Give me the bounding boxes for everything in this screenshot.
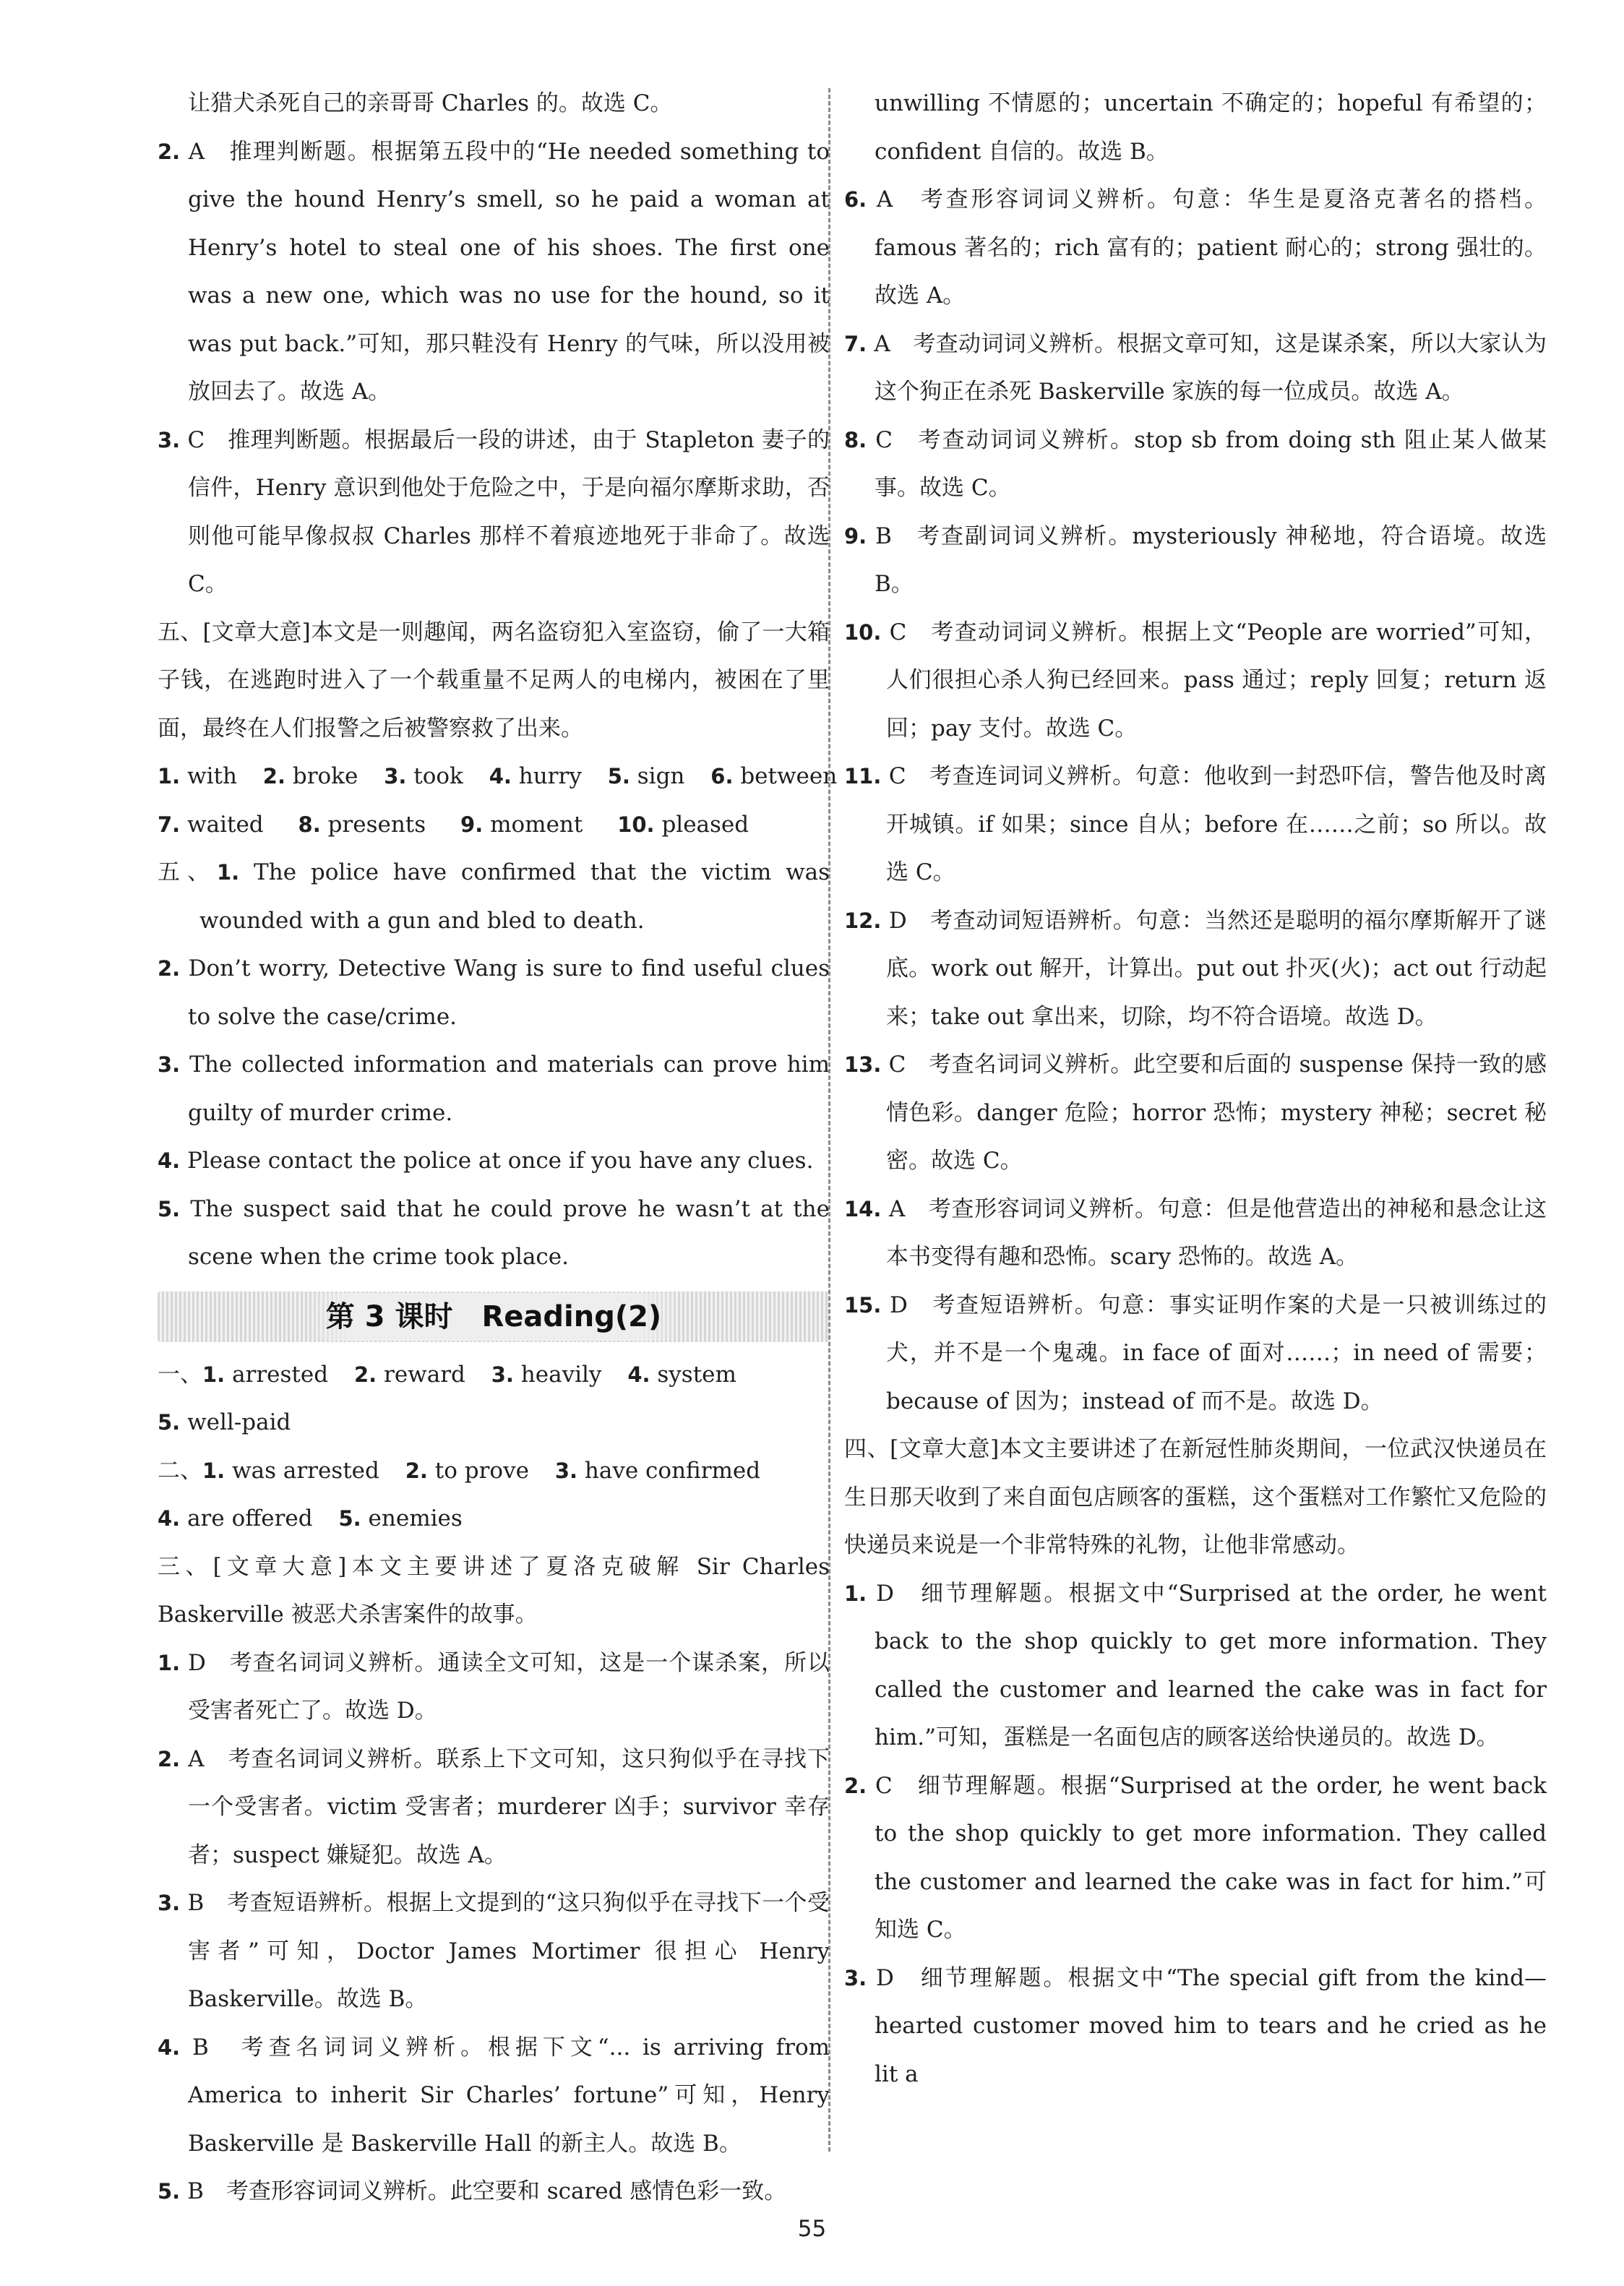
item-number: 4. <box>158 1148 181 1173</box>
item-number: 4. <box>158 2034 181 2060</box>
item-text: B 考查形容词词义辨析。此空要和 scared 感情色彩一致。 <box>187 2178 787 2204</box>
answer-item-4 <box>158 2024 830 2168</box>
item-number: 1. <box>202 1362 225 1387</box>
answer-word: system <box>657 1361 736 1388</box>
item-number: 7. <box>158 812 181 837</box>
answer-item-2 <box>158 128 830 416</box>
item-number: 9. <box>844 523 867 549</box>
item-number: 3. <box>384 764 407 789</box>
answer-10 <box>617 801 749 849</box>
item-text: Please contact the police at once if you have any clues. <box>187 1148 814 1174</box>
item-text: C 考查动词词义辨析。根据上文“People are worried”可知，人们很担心杀人狗已经回来。pass 通过；reply 回复；return 返回；pay 支付。故选 C。 <box>886 619 1547 742</box>
answer-item-15 <box>844 1281 1547 1426</box>
answer-item-3 <box>158 416 830 609</box>
answer-row <box>158 752 838 801</box>
answer-word: moment <box>490 811 583 838</box>
answer-row <box>158 1495 830 1543</box>
answer-word: with <box>187 763 237 789</box>
answer-word: between <box>740 763 838 789</box>
item-number: 4. <box>158 1506 181 1531</box>
item-number: 5. <box>607 764 630 789</box>
item-text: The police have confirmed that the victim was wounded with a gun and bled to death. <box>199 859 830 934</box>
item-number: 2. <box>158 139 181 164</box>
answer-word: arrested <box>232 1361 329 1388</box>
answer-5 <box>338 1495 462 1543</box>
page-number: 55 <box>797 2216 827 2242</box>
item-number: 1. <box>216 860 240 885</box>
lesson-heading-text: 第 3 课时 Reading(2) <box>306 1293 682 1341</box>
answer-word: broke <box>292 763 358 789</box>
answer-word: to prove <box>434 1457 529 1484</box>
text-line: unwilling 不情愿的；uncertain 不确定的；hopeful 有希望的；confident 自信的。故选 B。 <box>875 90 1547 165</box>
answer-3 <box>384 752 463 801</box>
answer-9 <box>460 801 583 849</box>
item-text: C 考查连词词义辨析。句意：他收到一封恐吓信，警告他及时离开城镇。if 如果；since 自从；before 在……之前；so 所以。故选 C。 <box>886 763 1547 885</box>
translation-1 <box>158 848 830 945</box>
item-number: 14. <box>844 1196 882 1221</box>
answer-5 <box>608 752 685 801</box>
item-text: D 考查短语辨析。句意：事实证明作案的犬是一只被训练过的犬，并不是一个鬼魂。in face of 面对……；in need of 需要；because of 因为；instead of 而不是。故选 D。 <box>886 1292 1547 1414</box>
answer-item-11 <box>844 752 1547 897</box>
answer-2 <box>405 1447 529 1495</box>
answer-row <box>158 1351 830 1399</box>
item-number: 2. <box>262 764 285 789</box>
answer-word: enemies <box>368 1505 463 1531</box>
item-text: The collected information and materials can prove him guilty of murder crime. <box>188 1052 830 1126</box>
item-text: C 推理判断题。根据最后一段的讲述，由于 Stapleton 妻子的信件，Henry 意识到他处于危险之中，于是向福尔摩斯求助，否则他可能早像叔叔 Charles 那样不着痕迹地死于非命了。故选 C。 <box>187 426 830 597</box>
left-column <box>158 80 838 2216</box>
item-text: B 考查短语辨析。根据上文提到的“这只狗似乎在寻找下一个受害者”可知，Doctor James Mortimer 很担心 Henry Baskerville。故选 B。 <box>187 1890 830 2012</box>
item-text: Don’t worry, Detective Wang is sure to find useful clues to solve the case/crime. <box>188 955 830 1030</box>
item-number: 3. <box>158 427 181 452</box>
answer-word: well-paid <box>187 1409 291 1435</box>
section-4-summary: 四、[文章大意]本文主要讲述了在新冠性肺炎期间，一位武汉快递员在生日那天收到了来自面包店顾客的蛋糕，这个蛋糕对工作繁忙又危险的快递员来说是一个非常特殊的礼物，让他非常感动。 <box>844 1436 1547 1558</box>
answer-item-2 <box>158 1735 830 1880</box>
column-divider <box>828 88 830 2152</box>
answer-1 <box>202 1351 328 1399</box>
item-number: 4. <box>489 764 512 789</box>
answer-2 <box>263 752 358 801</box>
section-5-summary: 五、[文章大意]本文是一则趣闻，两名盗窃犯入室盗窃，偷了一大箱子钱，在逃跑时进入了一个载重量不足两人的电梯内，被困在了里面，最终在人们报警之后被警察救了出来。 <box>158 619 830 742</box>
item-text: B 考查副词词义辨析。mysteriously 神秘地，符合语境。故选 B。 <box>875 523 1547 597</box>
answer-word: heavily <box>520 1361 602 1388</box>
answer-item-6 <box>844 176 1547 320</box>
item-text: A 考查形容词词义辨析。句意：但是他营造出的神秘和悬念让这本书变得有趣和恐怖。scary 恐怖的。故选 A。 <box>886 1195 1547 1270</box>
item-number: 3. <box>158 1052 181 1077</box>
item-number: 11. <box>844 764 882 789</box>
item-number: 8. <box>844 427 867 452</box>
answer-item-1 <box>158 1639 830 1735</box>
item-text: A 考查名词词义辨析。联系上下文可知，这只狗似乎在寻找下一个受害者。victim 受害者；murderer 凶手；survivor 幸存者；suspect 嫌疑犯。故选 A。 <box>188 1745 830 1868</box>
answer-item-14 <box>844 1185 1547 1281</box>
item-number: 4. <box>627 1362 650 1387</box>
answer-1 <box>202 1447 379 1495</box>
answer-item-1 <box>844 1570 1547 1762</box>
answer-word: are offered <box>187 1505 313 1531</box>
answer-item-2 <box>844 1762 1547 1954</box>
item-number: 8. <box>298 812 321 837</box>
answer-3 <box>555 1447 760 1495</box>
item-number: 1. <box>844 1581 867 1606</box>
answer-word: was arrested <box>232 1457 379 1484</box>
section-3-summary: 三、[文章大意]本文主要讲述了夏洛克破解 Sir Charles Baskerville 被恶犬杀害案件的故事。 <box>158 1553 830 1628</box>
answer-item-3 <box>844 1954 1547 2099</box>
answer-row <box>158 1398 830 1447</box>
item-number: 3. <box>158 1891 181 1915</box>
item-text: A 推理判断题。根据第五段中的“He needed something to give the hound Henry’s smell, so he paid a woman at Henry’s hotel to steal one of his shoes. The first one was a new one, which was no use for the hound, so it was put back.”可知，那只鞋没有 Henry 的气味，所以没用被放回去了。故选 A。 <box>188 138 830 405</box>
item-number: 1. <box>202 1458 225 1483</box>
answer-row <box>158 1447 830 1495</box>
item-number: 7. <box>844 331 867 356</box>
answer-item-8 <box>844 416 1547 512</box>
answer-word: reward <box>384 1361 465 1388</box>
section-prefix: 二、 <box>158 1457 202 1484</box>
answer-1 <box>158 752 237 801</box>
answer-4 <box>158 1495 313 1543</box>
item-number: 10. <box>617 812 655 837</box>
item-text: C 细节理解题。根据“Surprised at the order, he went back to the shop quickly to get more information. They called the customer and learned the cake was in fact for him.”可知选 C。 <box>875 1772 1547 1943</box>
answer-8 <box>298 801 426 849</box>
answer-item-9 <box>844 512 1547 609</box>
item-number: 2. <box>844 1773 867 1798</box>
answer-2 <box>354 1351 465 1399</box>
answer-4 <box>627 1351 736 1399</box>
item-text: D 考查动词短语辨析。句意：当然还是聪明的福尔摩斯解开了谜底。work out 解开，计算出。put out 扑灭(火)；act out 行动起来；take out 拿出来，切除，均不符合语境。故选 D。 <box>886 907 1547 1030</box>
item-number: 5. <box>158 1196 181 1221</box>
item-number: 5. <box>158 1410 181 1435</box>
answer-word: presents <box>327 811 426 838</box>
translation-2 <box>158 945 830 1041</box>
item-number: 1. <box>158 764 181 789</box>
translation-3 <box>158 1041 830 1137</box>
item-number: 3. <box>554 1458 578 1483</box>
item-number: 3. <box>491 1362 514 1387</box>
answer-word: have confirmed <box>584 1457 761 1484</box>
item-number: 5. <box>338 1506 361 1531</box>
item-text: B 考查名词词义辨析。根据下文“... is arriving from America to inherit Sir Charles’ fortune”可知，Henry Baskerville 是 Baskerville Hall 的新主人。故选 B。 <box>188 2034 830 2157</box>
translation-5 <box>158 1185 830 1281</box>
item-number: 13. <box>844 1052 882 1077</box>
item-number: 9. <box>460 812 484 837</box>
lesson-heading <box>158 1292 830 1342</box>
item-text: C 考查名词词义辨析。此空要和后面的 suspense 保持一致的感情色彩。danger 危险；horror 恐怖；mystery 神秘；secret 秘密。故选 C。 <box>886 1052 1547 1174</box>
answer-item-10 <box>844 609 1547 753</box>
answer-3 <box>491 1351 602 1399</box>
item-number: 10. <box>844 619 882 645</box>
item-text: A 考查形容词词义辨析。句意：华生是夏洛克著名的搭档。famous 著名的；rich 富有的；patient 耐心的；strong 强壮的。故选 A。 <box>875 186 1547 309</box>
text-line: 让猎犬杀死自己的亲哥哥 Charles 的。故选 C。 <box>188 90 673 116</box>
item-number: 15. <box>844 1292 882 1318</box>
item-number: 2. <box>158 1746 181 1771</box>
item-number: 5. <box>158 2179 181 2204</box>
translation-4 <box>158 1137 830 1185</box>
answer-row <box>158 801 830 849</box>
item-text: The suspect said that he could prove he wasn’t at the scene when the crime took place. <box>188 1195 830 1270</box>
answer-4 <box>489 752 582 801</box>
item-text: D 细节理解题。根据文中“Surprised at the order, he went back to the shop quickly to get more information. They called the customer and learned the cake was in fact for him.”可知，蛋糕是一名面包店的顾客送给快递员的。故选 D。 <box>875 1580 1547 1750</box>
section-prefix: 五、 <box>158 859 217 885</box>
answer-item-7 <box>844 320 1547 416</box>
answer-word: sign <box>637 763 685 789</box>
answer-item-12 <box>844 897 1547 1041</box>
answer-item-5 <box>158 2167 830 2216</box>
answer-5 <box>158 1398 291 1447</box>
section-prefix: 一、 <box>158 1361 202 1388</box>
item-text: D 考查名词词义辨析。通读全文可知，这是一个谋杀案，所以受害者死亡了。故选 D。 <box>188 1649 830 1724</box>
item-number: 6. <box>844 187 867 212</box>
item-number: 1. <box>158 1650 181 1675</box>
item-number: 2. <box>405 1458 428 1483</box>
answer-item-13 <box>844 1041 1547 1185</box>
right-column <box>844 80 1547 2098</box>
item-number: 12. <box>844 908 882 933</box>
item-number: 3. <box>844 1965 867 1990</box>
answer-word: took <box>413 763 463 789</box>
answer-7 <box>158 801 264 849</box>
answer-word: hurry <box>518 763 582 789</box>
answer-item-3 <box>158 1879 830 2024</box>
item-number: 2. <box>158 956 181 981</box>
item-number: 2. <box>353 1362 377 1387</box>
answer-word: pleased <box>661 811 749 838</box>
item-number: 6. <box>710 764 734 789</box>
item-text: C 考查动词词义辨析。stop sb from doing sth 阻止某人做某事。故选 C。 <box>875 426 1547 501</box>
answer-word: waited <box>187 811 264 838</box>
answer-6 <box>710 752 837 801</box>
item-text: D 细节理解题。根据文中“The special gift from the kind—hearted customer moved him to tears and he cried as he lit a <box>875 1964 1547 2087</box>
item-text: A 考查动词词义辨析。根据文章可知，这是谋杀案，所以大家认为这个狗正在杀死 Baskerville 家族的每一位成员。故选 A。 <box>874 330 1547 405</box>
